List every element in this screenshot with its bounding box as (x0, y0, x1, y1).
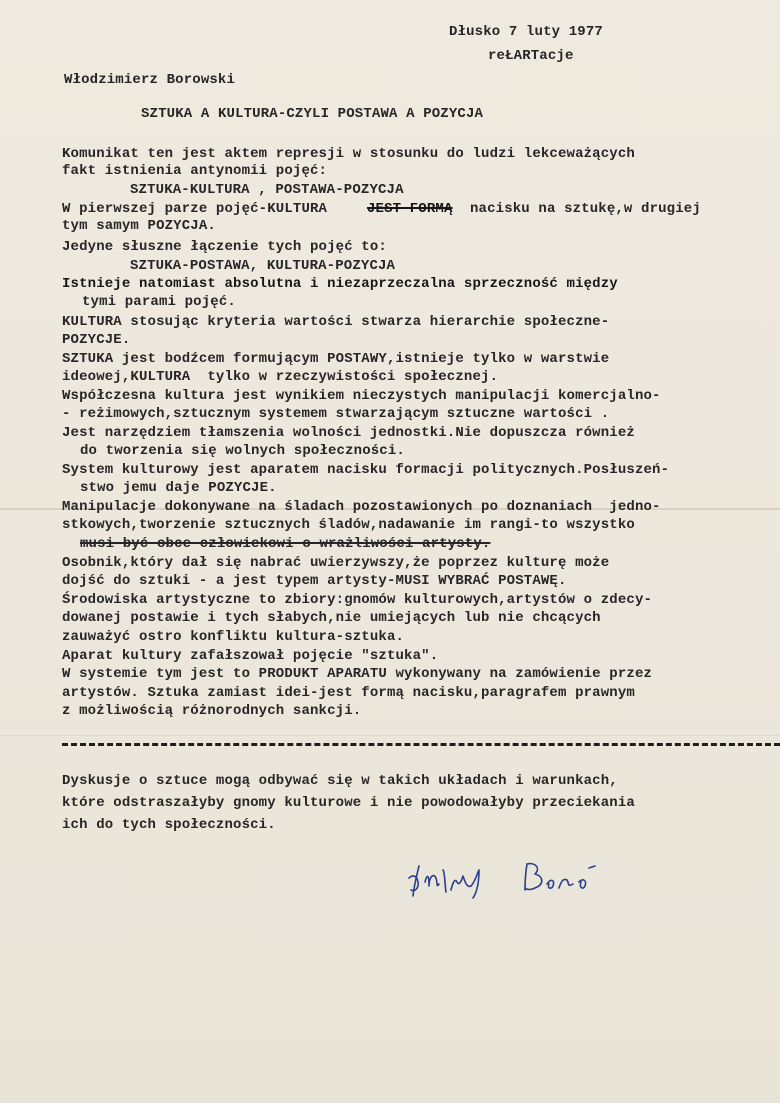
body-line: stkowych,tworzenie sztucznych śladów,nadawanie im rangi-to wszystko (62, 517, 635, 533)
body-line: POZYCJE. (62, 332, 131, 348)
body-line: Aparat kultury zafałszował pojęcie "sztuka". (62, 648, 439, 664)
closing-line: ich do tych społeczności. (62, 817, 276, 833)
body-line: Współczesna kultura jest wynikiem nieczystych manipulacji komercjalno- (62, 388, 661, 404)
body-line: dowanej postawie i tych słabych,nie umiejących lub nie chcących (62, 610, 601, 626)
body-line: Środowiska artystyczne to zbiory:gnomów kulturowych,artystów o zdecy- (62, 592, 653, 608)
body-line: Osobnik,który dał się nabrać uwierzywszy,że poprzez kulturę może (62, 555, 610, 571)
letter-date: Dłusko 7 luty 1977 (449, 24, 603, 40)
body-line: SZTUKA jest bodźcem formującym POSTAWY,istnieje tylko w warstwie (62, 351, 610, 367)
closing-line: Dyskusje o sztuce mogą odbywać się w takich układach i warunkach, (62, 773, 618, 789)
body-line: artystów. Sztuka zamiast idei-jest formą nacisku,paragrafem prawnym (62, 685, 635, 701)
author-name: Włodzimierz Borowski (64, 72, 236, 88)
body-line: z możliwością różnorodnych sankcji. (62, 703, 362, 719)
body-line: musi być obce człowiekowi o wrażliwości artysty. (80, 536, 491, 552)
body-line: KULTURA stosując kryteria wartości stwarza hierarchie społeczne- (62, 314, 610, 330)
body-line: W systemie tym jest to PRODUKT APARATU wykonywany na zamówienie przez (62, 666, 653, 682)
body-line: nacisku na sztukę,w drugiej (470, 201, 701, 217)
handwritten-signature-icon (405, 860, 685, 900)
body-line: dojść do sztuki - a jest typem artysty-MUSI WYBRAĆ POSTAWĘ. (62, 573, 567, 589)
body-line: System kulturowy jest aparatem nacisku formacji politycznych.Posłuszeń- (62, 462, 670, 478)
letter-imprint: reŁARTacje (488, 48, 574, 64)
body-line: tymi parami pojęć. (82, 294, 236, 310)
body-line: zauważyć ostro konfliktu kultura-sztuka. (62, 629, 405, 645)
body-line: stwo jemu daje POZYCJE. (80, 480, 277, 496)
closing-line: które odstraszałyby gnomy kulturowe i nie powodowałyby przeciekania (62, 795, 635, 811)
body-line: SZTUKA-KULTURA , POSTAWA-POZYCJA (130, 182, 404, 198)
body-line: do tworzenia się wolnych społeczności. (80, 443, 405, 459)
dashed-divider (62, 743, 780, 746)
body-line: Komunikat ten jest aktem represji w stosunku do ludzi lekceważących (62, 146, 635, 162)
body-line: Jest narzędziem tłamszenia wolności jednostki.Nie dopuszcza również (62, 425, 635, 441)
body-line: tym samym POZYCJA. (62, 218, 216, 234)
body-line: SZTUKA-POSTAWA, KULTURA-POZYCJA (130, 258, 396, 274)
body-line: ideowej,KULTURA tylko w rzeczywistości społecznej. (62, 369, 499, 385)
body-line: Istnieje natomiast absolutna i niezaprzeczalna sprzeczność między (62, 276, 618, 292)
body-line: Manipulacje dokonywane na śladach pozostawionych po doznaniach jedno- (62, 499, 661, 515)
body-line: Jedyne słuszne łączenie tych pojęć to: (62, 239, 387, 255)
body-line: - reżimowych,sztucznym systemem stwarzającym sztuczne wartości . (62, 406, 610, 422)
paper-crease (0, 735, 780, 736)
body-line: W pierwszej parze pojęć-KULTURA (62, 201, 328, 217)
letter-title: SZTUKA A KULTURA-CZYLI POSTAWA A POZYCJA (141, 106, 484, 122)
struck-text: JEST FORMĄ (367, 201, 453, 217)
body-line: fakt istnienia antynomii pojęć: (62, 163, 328, 179)
